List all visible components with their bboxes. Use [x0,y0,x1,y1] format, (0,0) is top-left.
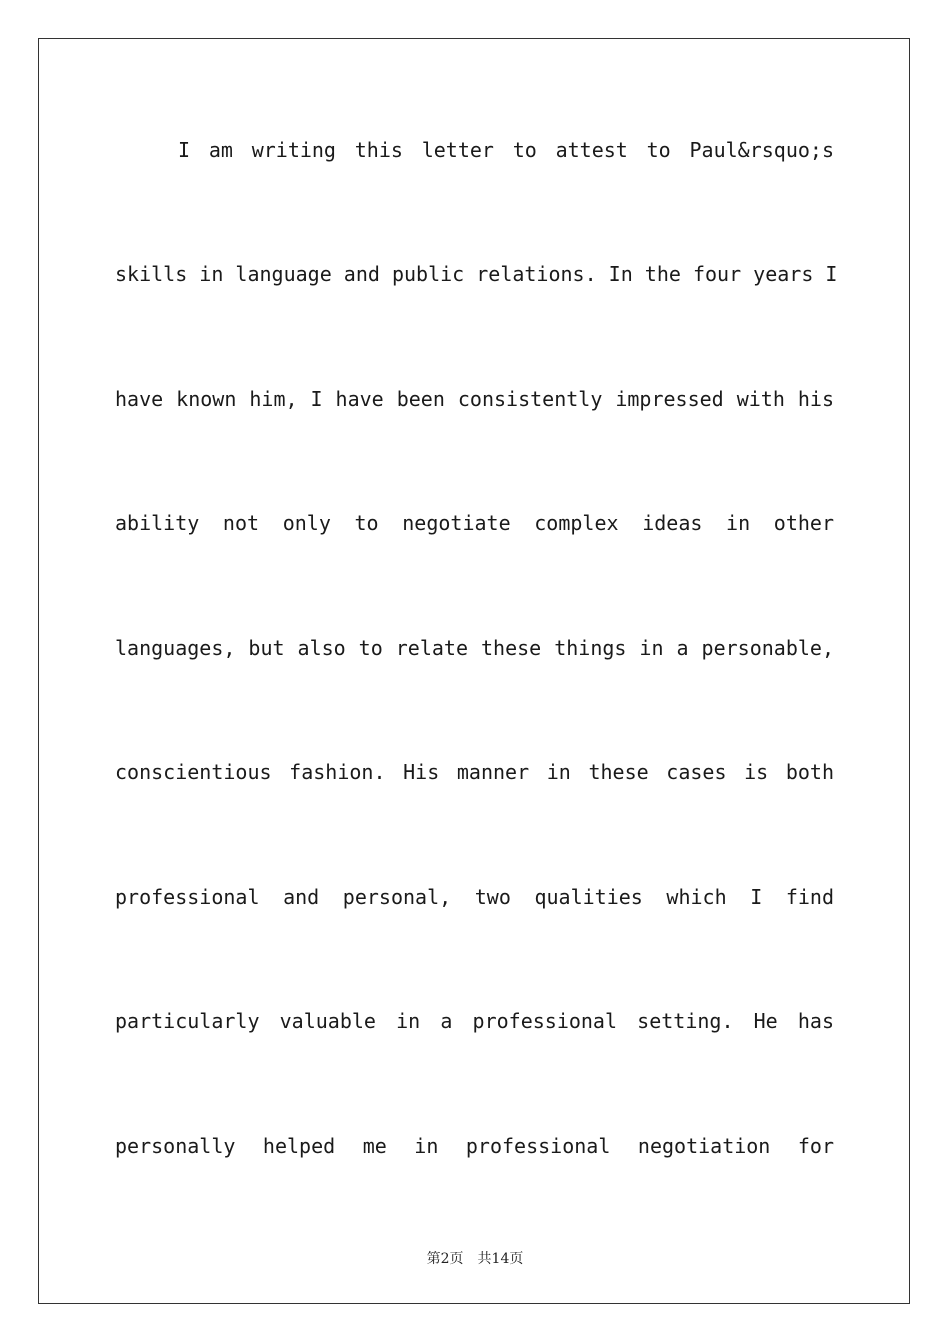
body-line-5: languages, but also to relate these things in a personable, [115,636,834,660]
body-line-4: ability not only to negotiate complex ideas in other [115,511,834,535]
page-border [38,38,910,1304]
body-line-9: personally helped me in professional negotiation for [115,1134,834,1158]
body-line-3: have known him, I have been consistently impressed with his [115,387,834,411]
body-line-8: particularly valuable in a professional setting. He has [115,1009,834,1033]
page-number-footer: 第2页 共14页 [426,1251,524,1267]
body-line-2: skills in language and public relations. In the four years I [115,262,838,286]
body-line-7: professional and personal, two qualities which I find [115,885,834,909]
body-line-1: I am writing this letter to attest to Paul&rsquo;s [178,138,834,162]
body-line-6: conscientious fashion. His manner in these cases is both [115,760,834,784]
